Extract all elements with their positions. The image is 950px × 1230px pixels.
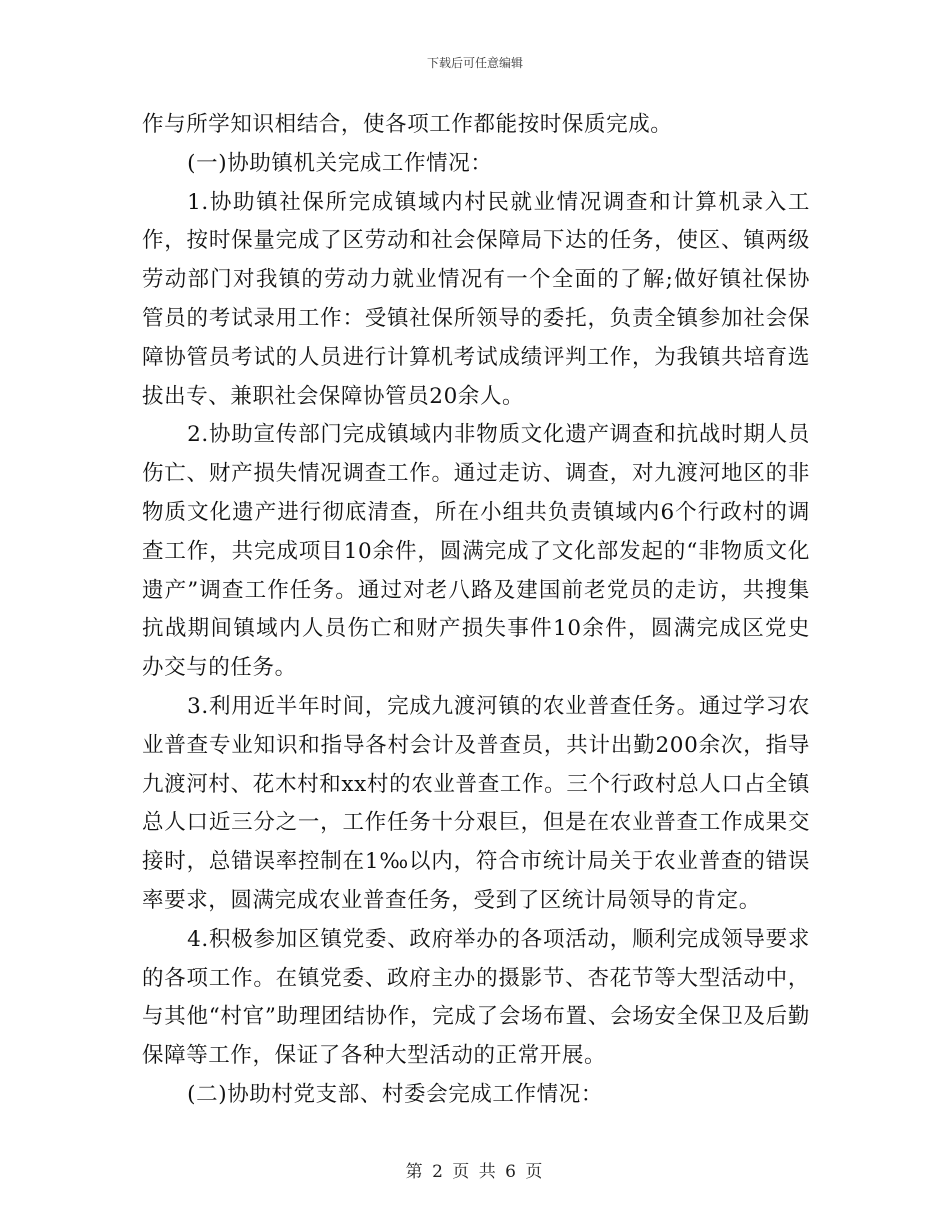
- section-heading-town-work: (一)协助镇机关完成工作情况：: [187, 150, 493, 176]
- document-body: [142, 106, 810, 1115]
- footer-suffix: 页: [525, 1162, 545, 1182]
- footer-current-page: 2: [432, 1162, 445, 1182]
- section-heading-village-work: (二)协助村党支部、村委会完成工作情况：: [187, 1081, 603, 1107]
- paragraph-item-1: 1.协助镇社保所完成镇域内村民就业情况调查和计算机录入工作，按时保量完成了区劳动和社会保障局下达的任务，使区、镇两级劳动部门对我镇的劳动力就业情况有一个全面的了解;做好镇社保协管员的考试录用工作：受镇社保所领导的委托，负责全镇参加社会保障协管员考试的人员进行计算机考试成绩评判工作，为我镇共培育选拔出专、兼职社会保障协管员20余人。: [142, 189, 810, 409]
- paragraph-item-2: 2.协助宣传部门完成镇域内非物质文化遗产调查和抗战时期人员伤亡、财产损失情况调查工作。通过走访、调查，对九渡河地区的非物质文化遗产进行彻底清查，所在小组共负责镇域内6个行政村的调查工作，共完成项目10余件，圆满完成了文化部发起的“非物质文化遗产”调查工作任务。通过对老八路及建国前老党员的走访，共搜集抗战期间镇域内人员伤亡和财产损失事件10余件，圆满完成区党史办交与的任务。: [142, 422, 810, 681]
- footer-total-pages: 6: [505, 1162, 518, 1182]
- paragraph-item-4: 4.积极参加区镇党委、政府举办的各项活动，顺利完成领导要求的各项工作。在镇党委、政府主办的摄影节、杏花节等大型活动中，与其他“村官”助理团结协作，完成了会场布置、会场安全保卫及后勤保障等工作，保证了各种大型活动的正常开展。: [142, 926, 810, 1069]
- footer-middle: 页 共: [452, 1162, 498, 1182]
- page-footer: [0, 1157, 950, 1182]
- paragraph-item-3: 3.利用近半年时间，完成九渡河镇的农业普查任务。通过学习农业普查专业知识和指导各村会计及普查员，共计出勤200余次，指导九渡河村、花木村和xx村的农业普查工作。三个行政村总人口占全镇总人口近三分之一，工作任务十分艰巨，但是在农业普查工作成果交接时，总错误率控制在1‰以内，符合市统计局关于农业普查的错误率要求，圆满完成农业普查任务，受到了区统计局领导的肯定。: [142, 693, 810, 913]
- page-header: 下载后可任意编辑: [426, 56, 523, 70]
- footer-prefix: 第: [405, 1162, 425, 1182]
- paragraph-continuation: 作与所学知识相结合，使各项工作都能按时保质完成。: [142, 112, 673, 137]
